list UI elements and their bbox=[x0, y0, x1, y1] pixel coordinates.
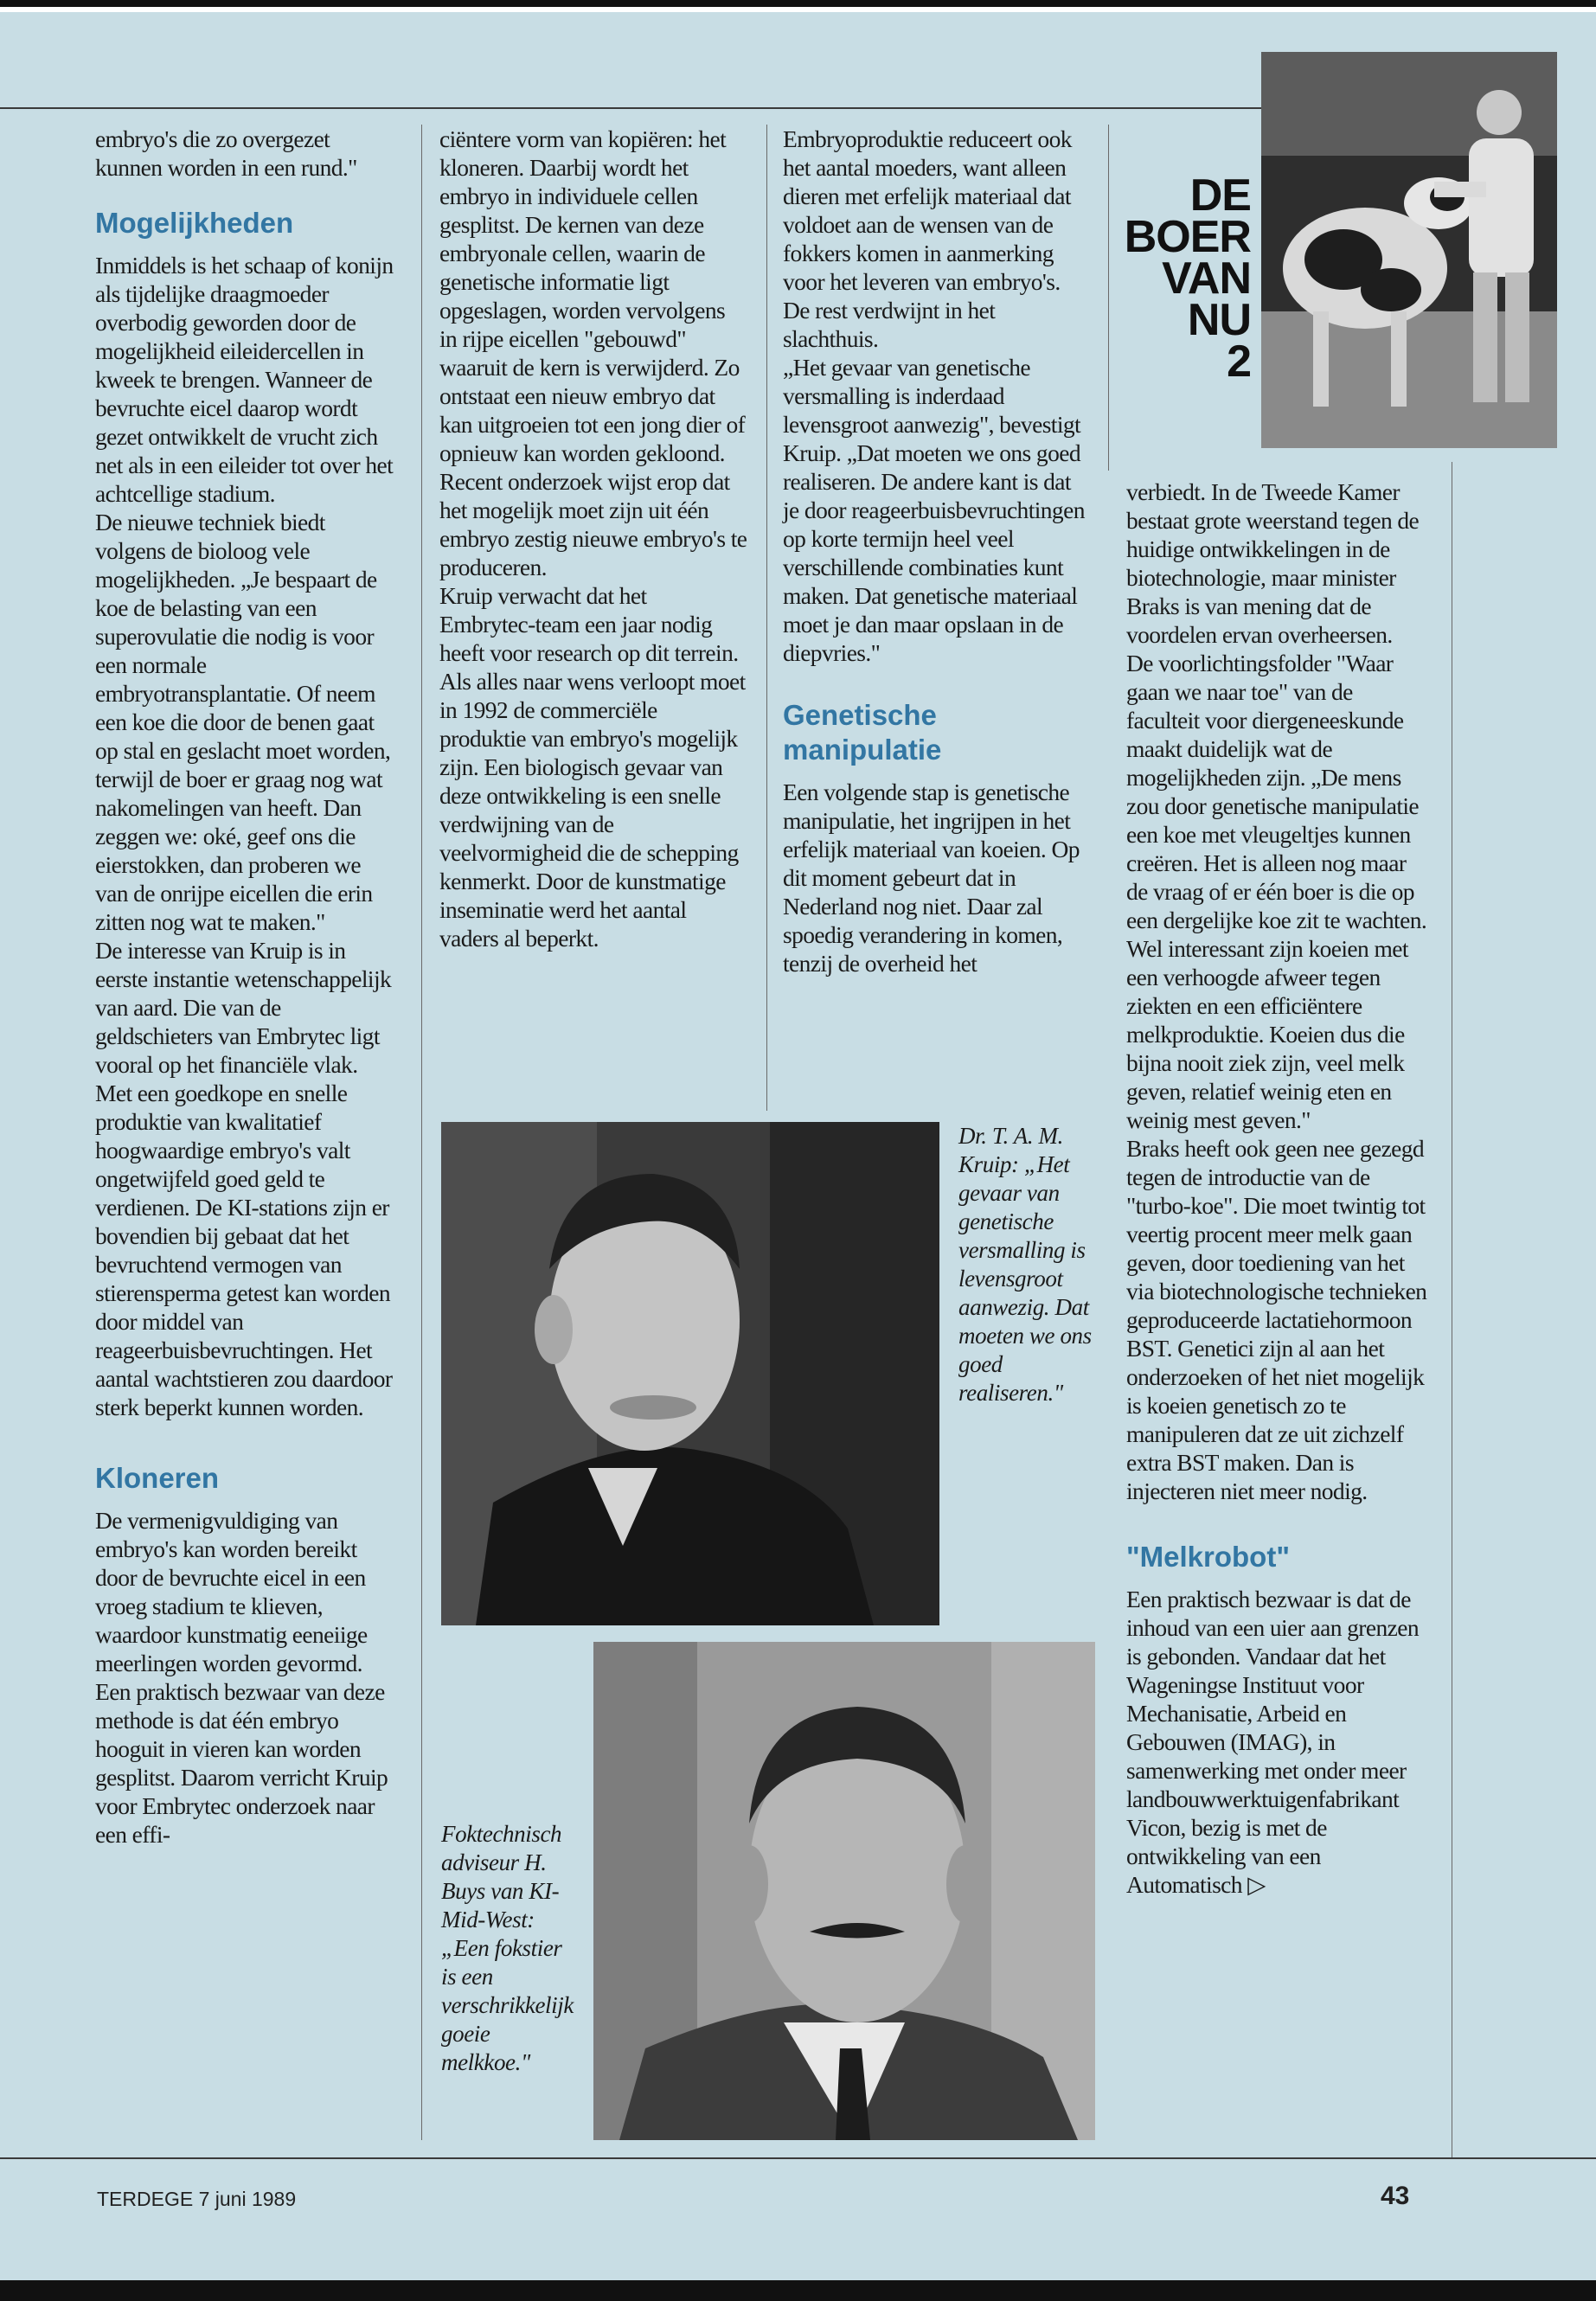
column-1 bbox=[95, 125, 398, 1849]
badge-line: DE bbox=[1189, 170, 1251, 221]
column-2 bbox=[439, 125, 747, 952]
portrait-kruip-photo bbox=[441, 1122, 939, 1625]
bottom-border bbox=[0, 2280, 1596, 2301]
paragraph: De interesse van Kruip is in eerste instantie wetenschappelijk van aard. Die van de geldschieters van Embrytec ligt vooral op het financiële vlak. Met een goedkope en snelle produktie van kwalitatief hoogwaardige embryo's valt ongetwijfeld goed geld te verdienen. De KI-stations zijn er bovendien bij gebaat dat het bevruchtend vermogen van stierensperma getest kan worden door middel van reageerbuisbevruchtingen. Het aantal wachtstieren zou daardoor sterk beperkt kunnen worden. bbox=[95, 937, 393, 1420]
paragraph: embryo's die zo overgezet kunnen worden in een rund." bbox=[95, 125, 357, 181]
paragraph: Braks heeft ook geen nee gezegd tegen de introductie van de "turbo-koe". Die moet twintig tot veertig procent meer melk gaan geven, door toediening van het via biotechnologische technieken geproduceerde lactatiehormoon BST. Genetici zijn al aan het onderzoeken of het niet mogelijk is koeien genetisch zo te manipuleren dat ze uit zichzelf extra BST maken. Dan is injecteren niet meer nodig. bbox=[1126, 1135, 1427, 1504]
series-badge bbox=[1092, 170, 1251, 387]
paragraph: ciëntere vorm van kopiëren: het kloneren. Daarbij wordt het embryo in individuele cellen gesplitst. De kernen van deze embryonale cellen, waarin de genetische informatie ligt opgeslagen, worden vervolgens in rijpe eicellen "gebouwd" waaruit de kern is verwijderd. Zo ontstaat een nieuw embryo dat kan uitgroeien tot een jong dier of opnieuw kan worden gekloond. Recent onderzoek wijst erop dat het mogelijk moet zijn uit één embryo zestig nieuwe embryo's te produceren. bbox=[439, 125, 747, 580]
paragraph: „Het gevaar van genetische versmalling is inderdaad levensgroot aanwezig", bevestigt Kruip. „Dat moeten we ons goed realiseren. De andere kant is dat je door reageerbuisbevruchtingen op korte termijn heel veel verschillende combinaties kunt maken. Dat genetische materiaal moet je dan maar opslaan in de diepvries." bbox=[783, 354, 1085, 666]
portrait-kruip-illustration bbox=[441, 1122, 939, 1625]
paragraph: Kruip verwacht dat het Embrytec-team een jaar nodig heeft voor research op dit terrein. Als alles naar wens verloopt moet in 1992 de commerciële produktie van embryo's mogelijk zijn. Een biologisch gevaar van deze ontwikkeling is een snelle verdwijning van de veelvormigheid die de schepping kenmerkt. Door de kunstmatige inseminatie werd het aantal vaders al beperkt. bbox=[439, 582, 746, 952]
badge-line: VAN bbox=[1162, 253, 1251, 304]
caption-buys: Foktechnisch adviseur H. Buys van KI-Mid-West: „Een fokstier is een verschrikkelijk goeie melkkoe." bbox=[441, 1821, 574, 2075]
bottom-rule bbox=[0, 2157, 1596, 2159]
section-heading-melkrobot: "Melkrobot" bbox=[1126, 1541, 1290, 1573]
farmer-cow-illustration bbox=[1261, 52, 1557, 448]
page-number: 43 bbox=[1381, 2182, 1410, 2210]
paragraph: Embryoproduktie reduceert ook het aantal moeders, want alleen dieren met erfelijk materiaal dat voldoet aan de wensen van de fokkers komen in aanmerking voor het leveren van embryo's. De rest verdwijnt in het slachthuis. bbox=[783, 125, 1072, 352]
paragraph-text: Een praktisch bezwaar is dat de inhoud van een uier aan grenzen is gebonden. Vandaar dat het Wageningse Instituut voor Mechanisatie, Arbeid en Gebouwen (IMAG), in samenwerking met onder meer landbouwwerktuigenfabrikant Vicon, bezig is met de ontwikkeling van een Automatisch bbox=[1126, 1586, 1419, 1898]
paragraph bbox=[1126, 1585, 1431, 1900]
farmer-with-cow-photo bbox=[1261, 52, 1557, 448]
portrait-buys-photo bbox=[593, 1642, 1095, 2140]
section-heading-kloneren: Kloneren bbox=[95, 1462, 220, 1494]
badge-line: BOER bbox=[1124, 212, 1251, 262]
paragraph: De nieuwe techniek biedt volgens de bioloog vele mogelijkheden. „Je bespaart de koe de belasting van een superovulatie die nodig is voor een normale embryotransplantatie. Of neem een koe die door de benen gaat op stal en geslacht moet worden, terwijl de boer er graag nog wat nakomelingen van heeft. Dan zeggen we: oké, geef ons die eierstokken, dan proberen we van de onrijpe eicellen die erin zitten nog wat te maken." bbox=[95, 509, 391, 935]
paragraph: Een volgende stap is genetische manipulatie, het ingrijpen in het erfelijk materiaal van koeien. Op dit moment gebeurt dat in Nederland nog niet. Daar zal spoedig verandering in komen, tenzij de overheid het bbox=[783, 779, 1080, 977]
paragraph: De voorlichtingsfolder "Waar gaan we naar toe" van de faculteit voor diergeneeskunde maakt duidelijk wat de mogelijkheden zijn. „De mens zou door genetische manipulatie een koe met vleugeltjes kunnen creëren. Het is alleen nog maar de vraag of er één boer is die op een dergelijke koe zit te wachten. Wel interessant zijn koeien met een verhoogde afweer tegen ziekten en een efficiëntere melkproduktie. Koeien dus die bijna nooit ziek zijn, veel melk geven, relatief weinig eten en weinig mest geven." bbox=[1126, 650, 1427, 1133]
continue-arrow-icon: ▷ bbox=[1247, 1871, 1266, 1899]
portrait-buys-illustration bbox=[593, 1642, 1095, 2140]
badge-line: 2 bbox=[1227, 336, 1251, 387]
paragraph: De vermenigvuldiging van embryo's kan worden bereikt door de bevruchte eicel in een vroeg stadium te klieven, waardoor kunstmatig eeneiige meerlingen worden gevormd. Een praktisch bezwaar van deze methode is dat één embryo hooguit in vieren kan worden gesplitst. Daarom verricht Kruip voor Embrytec onderzoek naar een effi- bbox=[95, 1507, 388, 1848]
caption-kruip: Dr. T. A. M. Kruip: „Het gevaar van genetische versmalling is levensgroot aanwezig. Dat moeten we ons goed realiseren." bbox=[958, 1123, 1092, 1406]
paragraph: Inmiddels is het schaap of konijn als tijdelijke draagmoeder overbodig geworden door de mogelijkheid eileidercellen in kweek te brengen. Wanneer de bevruchte eicel daarop wordt gezet ontwikkelt de vrucht zich net als in een eileider tot over het achtcellige stadium. bbox=[95, 252, 394, 507]
section-heading-genetische-manipulatie: Genetische manipulatie bbox=[783, 699, 942, 766]
top-border bbox=[0, 0, 1596, 7]
column-4 bbox=[1126, 478, 1431, 1900]
top-rule bbox=[0, 107, 1261, 109]
magazine-page bbox=[0, 12, 1596, 2280]
publication-line: TERDEGE 7 juni 1989 bbox=[97, 2188, 297, 2210]
paragraph: verbiedt. In de Tweede Kamer bestaat grote weerstand tegen de huidige ontwikkelingen in de biotechnologie, maar minister Braks is van mening dat de voordelen ervan overheersen. bbox=[1126, 478, 1420, 648]
column-divider bbox=[421, 125, 422, 2140]
section-heading-mogelijkheden: Mogelijkheden bbox=[95, 207, 294, 239]
badge-line: NU bbox=[1187, 295, 1251, 345]
column-3 bbox=[783, 125, 1087, 977]
column-divider bbox=[766, 125, 767, 1111]
